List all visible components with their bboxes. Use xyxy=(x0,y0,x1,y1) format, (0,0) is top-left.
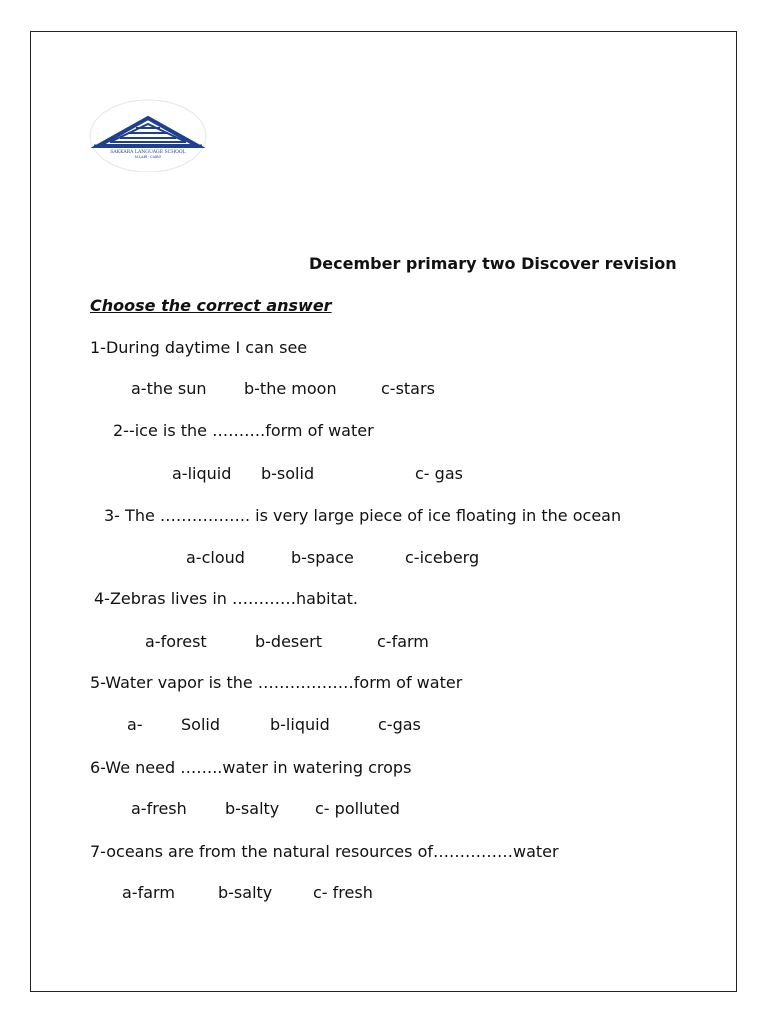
question-3: 3- The …………….. is very large piece of ice floating in the ocean xyxy=(104,506,622,525)
option-5c: c-gas xyxy=(378,715,421,734)
question-4: 4-Zebras lives in …………habitat. xyxy=(94,589,358,608)
question-5: 5-Water vapor is the ………………form of water xyxy=(90,673,463,692)
option-6a: a-fresh xyxy=(131,799,187,818)
option-6c: c- polluted xyxy=(315,799,400,818)
question-7: 7-oceans are from the natural resources of……………water xyxy=(90,842,559,861)
option-7b: b-salty xyxy=(218,883,273,902)
option-7c: c- fresh xyxy=(313,883,373,902)
option-7a: a-farm xyxy=(122,883,175,902)
option-3c: c-iceberg xyxy=(405,548,480,567)
question-2: 2--ice is the ……….form of water xyxy=(113,421,374,440)
option-2a: a-liquid xyxy=(172,464,232,483)
option-4a: a-forest xyxy=(145,632,207,651)
option-1c: c-stars xyxy=(381,379,435,398)
svg-text:SAKKARA LANGUAGE SCHOOL: SAKKARA LANGUAGE SCHOOL xyxy=(110,150,186,155)
school-logo xyxy=(88,96,208,172)
svg-text:M.LABI - CAIRO: M.LABI - CAIRO xyxy=(134,155,162,159)
option-1b: b-the moon xyxy=(244,379,337,398)
option-5a: a- xyxy=(127,715,143,734)
option-5b: b-liquid xyxy=(270,715,330,734)
question-6: 6-We need ……..water in watering crops xyxy=(90,758,412,777)
option-2b: b-solid xyxy=(261,464,315,483)
option-6b: b-salty xyxy=(225,799,280,818)
page-title: December primary two Discover revision xyxy=(309,254,677,273)
option-4c: c-farm xyxy=(377,632,429,651)
option-4b: b-desert xyxy=(255,632,322,651)
option-3a: a-cloud xyxy=(186,548,245,567)
question-1: 1-During daytime I can see xyxy=(90,338,308,357)
option-2c: c- gas xyxy=(415,464,463,483)
option-5a-text: Solid xyxy=(181,715,220,734)
option-3b: b-space xyxy=(291,548,354,567)
option-1a: a-the sun xyxy=(131,379,207,398)
section-heading: Choose the correct answer xyxy=(90,296,332,315)
